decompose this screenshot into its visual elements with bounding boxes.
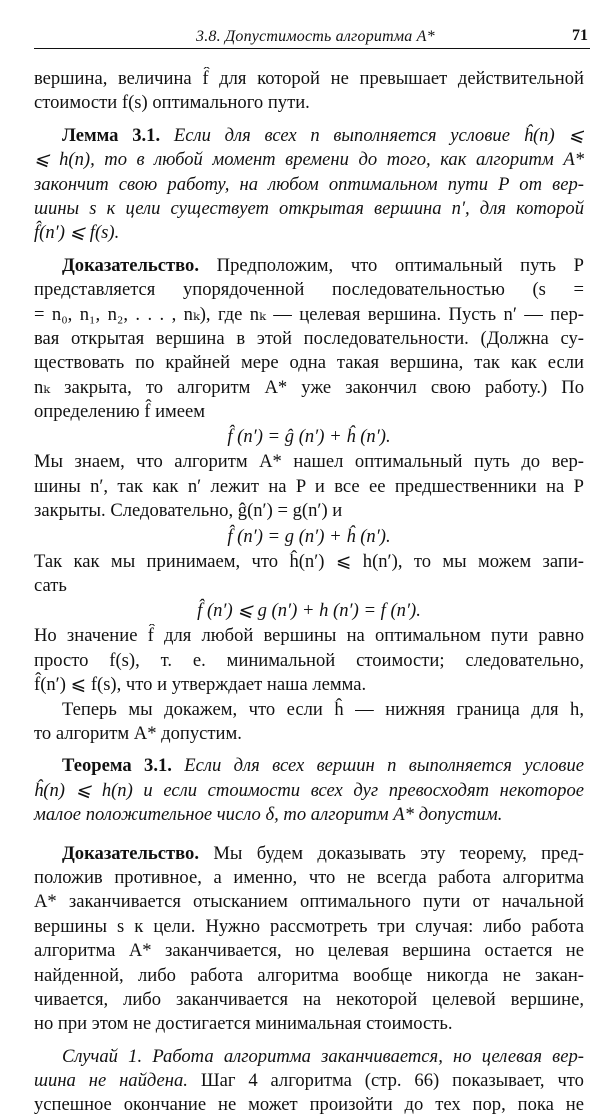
proof-line: шины n′, так как n′ лежит на P и все ее предшественники на P	[34, 475, 584, 497]
proof-line: nₖ закрыта, то алгоритм A* уже закончил свою работу.) По	[34, 376, 584, 398]
spacer	[34, 246, 584, 254]
proof-line: A* заканчивается отысканием оптимального пути от начальной	[34, 891, 584, 913]
lemma-line: f̂(n′) ⩽ f(s).	[34, 222, 120, 244]
spacer	[34, 828, 584, 842]
proof-line: закрыты. Следовательно, ĝ(n′) = g(n′) и	[34, 500, 343, 522]
proof-line: но при этом не достигается минимальная стоимость.	[34, 1013, 453, 1035]
spacer	[34, 746, 584, 754]
proof-line: определению f̂ имеем	[34, 401, 206, 423]
proof-line: ществовать по крайней мере одна такая вершина, так как если	[34, 352, 584, 374]
spacer	[34, 116, 584, 124]
case-label: Случай 1.	[62, 1045, 143, 1067]
proof-line: найденной, либо работа алгоритма вообще никогда не закан-	[34, 964, 584, 986]
proof-line: алгоритма A* заканчивается, но целевая вершина остается не	[34, 940, 584, 962]
theorem-first-line	[34, 754, 584, 778]
equation-2: f̂ (n′) = g (n′) + ĥ (n′).	[227, 525, 391, 547]
proof-text: Предположим, что оптимальный путь P	[216, 254, 584, 276]
proof-line: Но значение f̂ для любой вершины на оптимальном пути равно	[34, 625, 584, 647]
case-text: Шаг 4 алгоритма (стр. 66) показывает, что	[200, 1070, 584, 1092]
page-header	[34, 26, 590, 49]
case-line: успешное окончание не может произойти до тех пор, пока не	[34, 1094, 584, 1116]
lemma-label: Лемма 3.1.	[62, 124, 161, 146]
case-text: Работа алгоритма заканчивается, но целевая вер-	[152, 1045, 584, 1067]
proof-line: сать	[34, 575, 67, 597]
proof-line: Мы знаем, что алгоритм A* нашел оптимальный путь до вер-	[34, 451, 584, 473]
proof-label: Доказательство.	[62, 842, 200, 864]
page-number: 71	[572, 27, 588, 44]
proof-line: положив противное, а именно, что не всегда работа алгоритма	[34, 866, 584, 888]
page-body	[34, 67, 584, 1118]
case-text-italic: шина не найдена.	[34, 1070, 188, 1092]
proof-line: чивается, либо заканчивается на некоторой целевой вершине,	[34, 988, 584, 1010]
theorem-line: ĥ(n) ⩽ h(n) и если стоимости всех дуг превосходят некоторое	[34, 779, 584, 801]
case-first-line	[34, 1045, 584, 1069]
text-line: стоимости f(s) оптимального пути.	[34, 92, 310, 114]
proof-first-line	[34, 254, 584, 278]
proof-line: вая открытая вершина в этой последовательности. (Должна су-	[34, 327, 584, 349]
equation-1: f̂ (n′) = ĝ (n′) + ĥ (n′).	[227, 426, 391, 448]
proof-text: Мы будем доказывать эту теорему, пред-	[213, 842, 584, 864]
lemma-line: шины s к цели существует открытая вершина n′, для которой	[34, 197, 584, 219]
case-line	[34, 1069, 584, 1093]
proof-first-line	[34, 842, 584, 866]
lemma-first-line	[34, 124, 584, 148]
proof-line: = n₀, n₁, n₂, . . . , nₖ), где nₖ — целевая вершина. Пусть n′ — пер-	[34, 303, 584, 325]
proof-line: f̂(n′) ⩽ f(s), что и утверждает наша лемма.	[34, 674, 367, 696]
equation-3: f̂ (n′) ⩽ g (n′) + h (n′) = f (n′).	[197, 600, 421, 622]
theorem-label: Теорема 3.1.	[62, 755, 172, 777]
text-line: вершина, величина f̂ для которой не превышает действительной	[34, 68, 584, 89]
theorem-line: малое положительное число δ, то алгоритм A* допустим.	[34, 804, 503, 826]
proof-label: Доказательство.	[62, 254, 200, 276]
proof-line: просто f(s), т. е. минимальной стоимости; следовательно,	[34, 649, 584, 671]
proof-line: вершины s к цели. Нужно рассмотреть три случая: либо работа	[34, 915, 584, 937]
spacer	[34, 1037, 584, 1045]
proof-line: Так как мы принимаем, что ĥ(n′) ⩽ h(n′), то мы можем запи-	[34, 550, 584, 572]
proof-line: то алгоритм A* допустим.	[34, 722, 242, 744]
lemma-text: Если для всех n выполняется условие ĥ(n) ⩽	[173, 124, 584, 146]
theorem-text: Если для всех вершин n выполняется условие	[184, 755, 584, 777]
proof-line: Теперь мы докажем, что если ĥ — нижняя граница для h,	[62, 698, 584, 720]
lemma-line: закончит свою работу, на любом оптимальном пути P от вер-	[34, 173, 584, 195]
lemma-line: ⩽ h(n), то в любой момент времени до того, как алгоритм A*	[34, 149, 584, 171]
running-title: 3.8. Допустимость алгоритма A*	[196, 28, 435, 45]
proof-line: представляется упорядоченной последовательностью (s =	[34, 279, 584, 301]
